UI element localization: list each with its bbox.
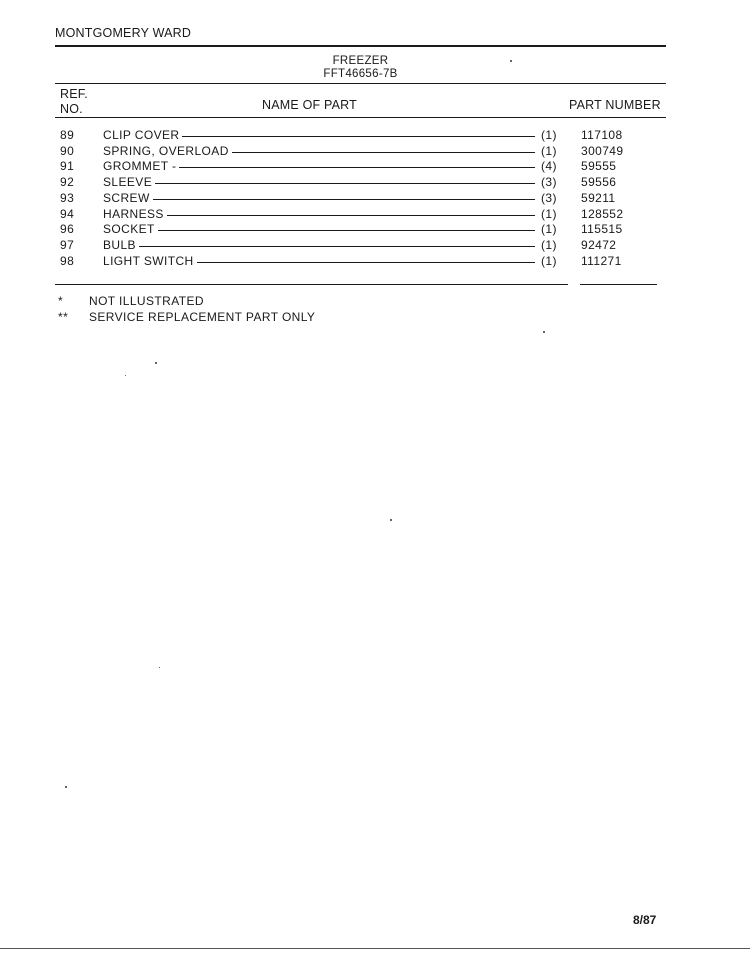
leader-line (232, 152, 535, 153)
quantity: (1) (541, 222, 557, 237)
ref-number: 93 (60, 190, 75, 205)
product-name: FREEZER (332, 55, 389, 67)
leader-line (167, 215, 535, 216)
part-number: 59211 (581, 190, 616, 205)
footnote-symbol: * (58, 294, 64, 308)
quantity: (4) (541, 159, 557, 174)
speck (543, 331, 545, 333)
part-number-header: PART NUMBER (569, 98, 661, 112)
ref-number: 89 (60, 128, 75, 142)
speck (390, 519, 392, 521)
part-name: SOCKET (103, 222, 158, 236)
part-name: GROMMET - (103, 159, 179, 173)
table-end-rule-right (580, 284, 657, 285)
part-name: CLIP COVER (103, 128, 182, 142)
part-name: LIGHT SWITCH (103, 254, 197, 268)
title-block (55, 55, 666, 81)
page-number: 8/87 (633, 913, 657, 927)
footnote-symbol: ** (58, 309, 69, 324)
table-end-rule-left (55, 284, 568, 285)
ref-number: 96 (60, 222, 75, 237)
ref-number: 90 (60, 143, 75, 158)
footnote-text: NOT ILLUSTRATED (89, 294, 204, 308)
part-name: SLEEVE (103, 175, 155, 189)
speck (125, 375, 126, 376)
column-header-rule (55, 117, 666, 118)
leader-line (197, 262, 535, 263)
leader-line (155, 183, 535, 184)
part-number: 128552 (581, 206, 624, 221)
speck (159, 667, 160, 668)
part-number: 115515 (581, 222, 623, 237)
leader-line (153, 199, 535, 200)
part-number: 59556 (581, 175, 617, 190)
table-row (0, 128, 750, 143)
quantity: (1) (541, 253, 557, 268)
quantity: (1) (541, 206, 557, 221)
speck (155, 362, 157, 364)
bottom-edge-rule (0, 948, 750, 949)
ref-no-header (60, 87, 88, 117)
brand-header: MONTGOMERY WARD (55, 26, 192, 40)
ref-number: 97 (60, 237, 75, 252)
part-number: 59555 (581, 159, 617, 174)
table-row (0, 238, 750, 253)
table-row (0, 254, 750, 269)
ref-header-line2: NO. (60, 102, 83, 116)
part-name: SCREW (103, 191, 153, 205)
leader-line (179, 167, 535, 168)
quantity: (1) (541, 143, 557, 158)
part-number: 300749 (581, 143, 624, 158)
quantity: (1) (541, 128, 557, 142)
part-number: 111271 (581, 253, 622, 268)
part-name: BULB (103, 238, 139, 252)
leader-line (139, 246, 535, 247)
quantity: (3) (541, 175, 557, 190)
table-row (0, 144, 750, 159)
footnote-text: SERVICE REPLACEMENT PART ONLY (89, 309, 316, 324)
speck (510, 60, 512, 62)
part-number: 117108 (581, 128, 623, 142)
table-row (0, 222, 750, 237)
quantity: (3) (541, 190, 557, 205)
table-row (0, 207, 750, 222)
ref-number: 91 (60, 159, 75, 174)
ref-number: 98 (60, 253, 75, 268)
ref-number: 92 (60, 175, 75, 190)
part-name: HARNESS (103, 207, 167, 221)
title-rule (55, 83, 666, 84)
name-of-part-header: NAME OF PART (262, 98, 358, 112)
header-rule (55, 45, 666, 47)
speck (65, 786, 67, 788)
ref-number: 94 (60, 206, 75, 221)
part-number: 92472 (581, 237, 617, 252)
table-row (0, 175, 750, 190)
part-name: SPRING, OVERLOAD (103, 144, 232, 158)
leader-line (182, 136, 535, 137)
ref-header-line1: REF. (60, 87, 88, 101)
leader-line (158, 230, 535, 231)
model-number: FFT46656-7B (323, 68, 398, 80)
table-row (0, 159, 750, 174)
quantity: (1) (541, 237, 557, 252)
table-row (0, 191, 750, 206)
